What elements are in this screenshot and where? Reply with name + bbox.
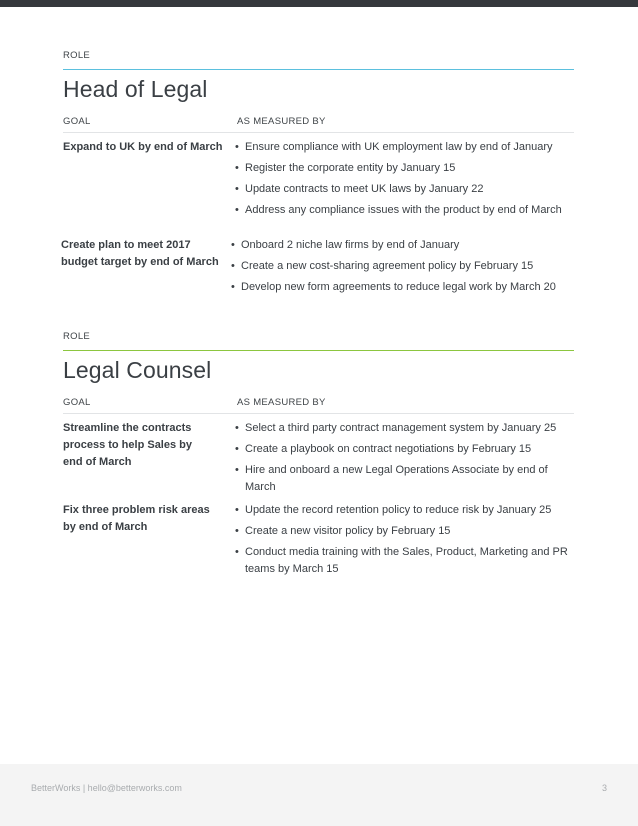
goal-text: Fix three problem risk areas by end of March — [63, 504, 210, 533]
measure-item: • Create a playbook on contract negotiations by February 15 — [235, 443, 532, 455]
measured-by-header: AS MEASURED BY — [237, 397, 326, 408]
page-number: 3 — [601, 783, 607, 793]
measured-by-header: AS MEASURED BY — [237, 116, 326, 127]
goal-row — [63, 237, 574, 307]
measure-item: • Onboard 2 niche law firms by end of January — [231, 239, 460, 251]
role-label: ROLE — [63, 331, 91, 342]
measure-item: • Create a new cost-sharing agreement policy by February 15 — [231, 260, 534, 272]
measure-item: • Address any compliance issues with the product by end of March — [235, 204, 562, 216]
measure-list — [235, 502, 570, 582]
measure-list — [231, 237, 576, 300]
measure-item: • Update the record retention policy to reduce risk by January 25 — [235, 504, 552, 516]
role-section-head-of-legal — [63, 50, 574, 307]
goal-text: Streamline the contracts process to help Sales by end of March — [63, 422, 192, 468]
measure-item: • Create a new visitor policy by February 15 — [235, 525, 451, 537]
role-section-legal-counsel — [63, 331, 574, 592]
goal-header: GOAL — [63, 116, 91, 127]
goal-row — [63, 420, 574, 502]
role-title: Head of Legal — [63, 76, 208, 102]
goal-header: GOAL — [63, 397, 91, 408]
measure-item: • Hire and onboard a new Legal Operations Associate by end of March — [235, 464, 548, 493]
column-headers — [63, 116, 574, 130]
role-accent-rule — [63, 69, 574, 70]
page-footer — [0, 764, 638, 826]
footer-brand: BetterWorks | hello@betterworks.com — [31, 783, 182, 793]
measure-item: • Conduct media training with the Sales, Product, Marketing and PR teams by March 15 — [235, 546, 568, 575]
column-headers — [63, 397, 574, 411]
measure-item: • Select a third party contract management system by January 25 — [235, 422, 557, 434]
measure-item: • Ensure compliance with UK employment law by end of January — [235, 141, 553, 153]
measure-list — [235, 420, 580, 500]
header-divider — [63, 413, 574, 414]
measure-list — [235, 139, 580, 223]
goal-row — [63, 139, 574, 237]
header-divider — [63, 132, 574, 133]
role-accent-rule — [63, 350, 574, 351]
measure-item: • Update contracts to meet UK laws by January 22 — [235, 183, 484, 195]
role-title: Legal Counsel — [63, 357, 212, 383]
goal-text: Expand to UK by end of March — [63, 141, 223, 153]
measure-item: • Register the corporate entity by January 15 — [235, 162, 456, 174]
measure-item: • Develop new form agreements to reduce legal work by March 20 — [231, 281, 556, 293]
role-label: ROLE — [63, 50, 91, 61]
top-bar — [0, 0, 638, 7]
goal-row — [63, 502, 574, 592]
goal-text: Create plan to meet 2017 budget target by end of March — [61, 239, 219, 268]
